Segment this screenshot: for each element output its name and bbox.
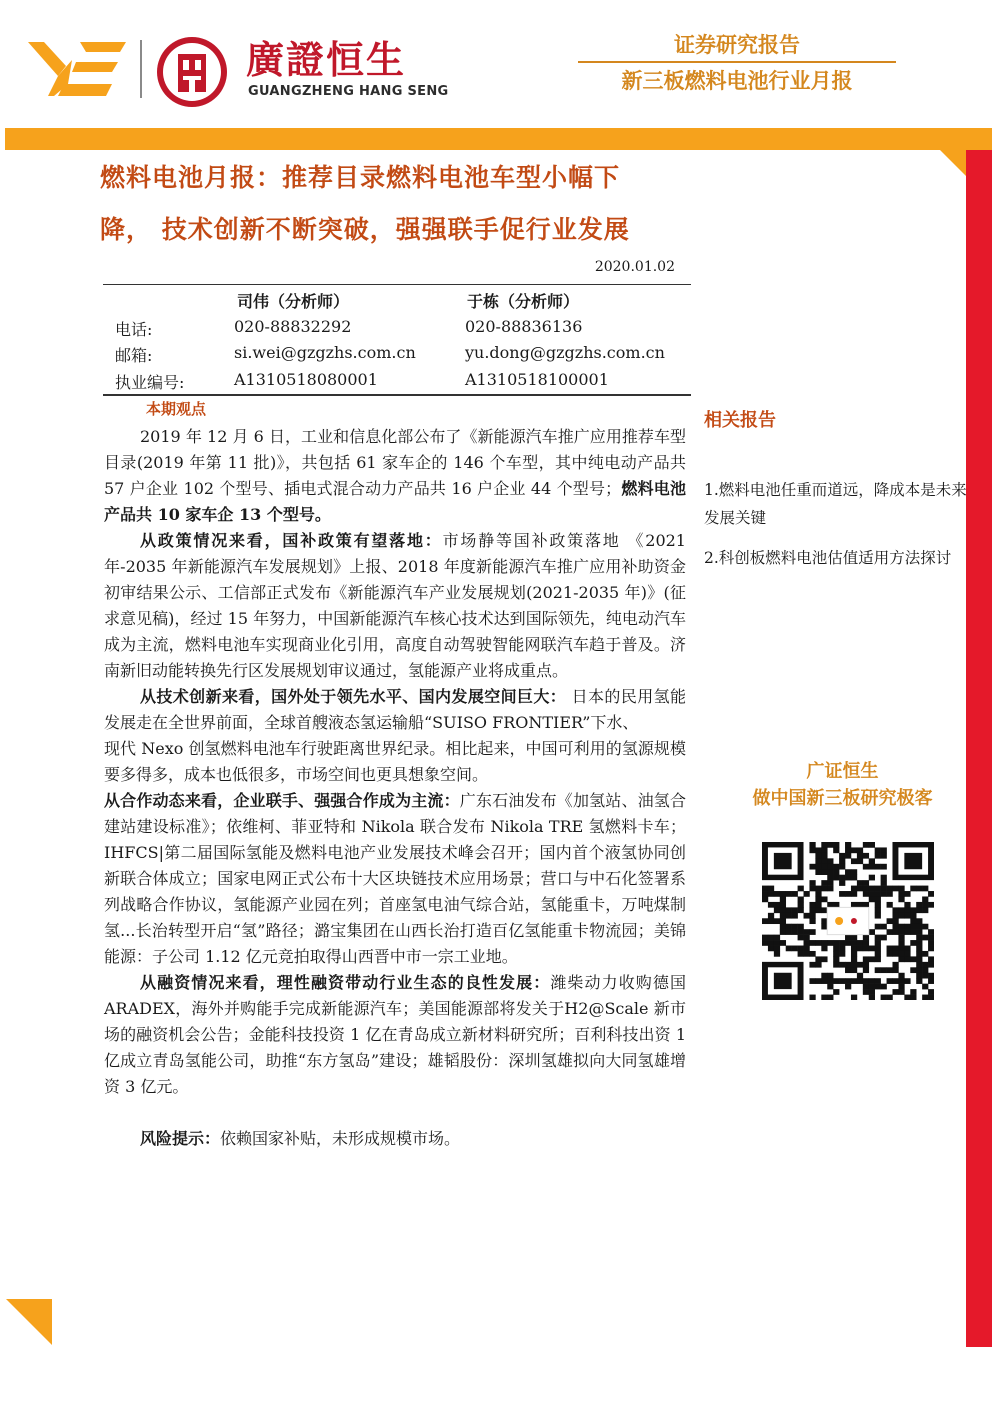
paragraph-coop — [104, 788, 686, 970]
qr-code-icon[interactable] — [762, 842, 934, 1000]
phone-2: 020-88836136 — [465, 317, 583, 336]
ye-logo-icon — [28, 38, 126, 98]
risk-heading: 风险提示： — [140, 1129, 221, 1148]
paragraph-tech — [104, 684, 686, 736]
row-label-phone: 电话: — [115, 320, 153, 339]
email-1[interactable]: si.wei@gzgzhs.com.cn — [234, 343, 416, 362]
phone-1: 020-88832292 — [234, 317, 352, 336]
band-corner-notch — [940, 150, 966, 176]
related-reports-title: 相关报告 — [704, 410, 776, 431]
tech-heading: 从技术创新来看，国外处于领先水平、国内发展空间巨大： — [140, 687, 567, 706]
finance-heading: 从融资情况来看，理性融资带动行业生态的良性发展： — [140, 973, 551, 992]
email-2[interactable]: yu.dong@gzgzhs.com.cn — [465, 343, 665, 362]
paragraph-finance — [104, 970, 686, 1100]
paragraph-catalog — [104, 424, 686, 528]
analyst-table — [103, 284, 691, 394]
catalog-text: 2019 年 12 月 6 日，工业和信息化部公布了《新能源汽车推广应用推荐车型目录(2019 年第 11 批)》，共包括 61 家车企的 146 个车型，其中纯电动产品共 57 户企业 102 个型号、插电式混合动力产品共 16 户企业 44 个型号； — [104, 427, 686, 498]
promo-block — [715, 758, 970, 812]
license-2: A1310518100001 — [465, 370, 609, 389]
paragraph-tech-cont: 现代 Nexo 创氢燃料电池车行驶距离世界纪录。相比起来，中国可利用的氢源规模要多得多，成本也低很多，市场空间也更具想象空间。 — [104, 739, 686, 784]
related-reports-list — [704, 476, 970, 584]
report-date: 2020.01.02 — [594, 259, 675, 275]
table-bottom-rule — [103, 394, 691, 396]
analyst-name-2: 于栋（分析师） — [467, 292, 580, 311]
title-line-1: 燃料电池月报：推荐目录燃料电池车型小幅下 — [100, 163, 621, 192]
risk-text: 依赖国家补贴，未形成规模市场。 — [220, 1129, 461, 1148]
row-label-license: 执业编号: — [115, 373, 185, 392]
brand-name-cn: 廣證恒生 — [246, 38, 407, 82]
row-label-email: 邮箱: — [115, 346, 153, 365]
orange-band — [5, 128, 992, 150]
red-side-bar — [966, 150, 992, 1347]
logo-divider — [140, 40, 142, 98]
header-rule — [578, 61, 896, 63]
license-1: A1310518080001 — [234, 370, 378, 389]
catalog-highlight: 燃料电池产品共 10 家车企 13 个型号。 — [104, 479, 686, 524]
report-title — [100, 152, 700, 256]
analyst-name-1: 司伟（分析师） — [237, 292, 350, 311]
policy-text: 市场静等国补政策落地 《2021 年-2035 年新能源汽车发展规划》上报、2018 年度新能源汽车推广应用补助资金初审结果公示、工信部正式发布《新能源汽车产业发展规划(2021-2035 年)》(征求意见稿)，经过 15 年努力，中国新能源汽车核心技术达到国际领先，纯电动汽车成为主流，燃料电池车实现商业化引用，高度自动驾驶智能网联汽车趋于普及。济南新旧动能转换先行区发展规划审议通过，氢能源产业将成重点。 — [104, 531, 686, 680]
coop-heading: 从合作动态来看，企业联手、强强合作成为主流： — [104, 791, 460, 810]
policy-heading: 从政策情况来看，国补政策有望落地： — [140, 531, 443, 550]
brand-name-en: GUANGZHENG HANG SENG — [248, 84, 449, 99]
section-label: 本期观点 — [146, 400, 207, 418]
report-series: 新三板燃料电池行业月报 — [621, 69, 853, 93]
tech-text: 日本的民用氢能发展走在全世界前面，全球首艘液态氢运输船“SUISO FRONTIER”下水、 — [104, 687, 686, 732]
report-type: 证券研究报告 — [674, 33, 800, 57]
coop-text: 广东石油发布《加氢站、油氢合建站建设标准》；依维柯、菲亚特和 Nikola 联合发布 Nikola TRE 氢燃料卡车；IHFCS|第二届国际氢能及燃料电池产业发展技术峰会召开；国内首个液氢协同创新联合体成立；国家电网正式公布十大区块链技术应用场景；营口与中石化签署系列战略合作协议，氢能源产业园在列；首座氢电油气综合站，氢能重卡，万吨煤制氢...长治转型开启“氢”路径；潞宝集团在山西长治打造百亿氢能重卡物流园；美锦能源：子公司 1.12 亿元竞拍取得山西晋中市一宗工业地。 — [104, 791, 686, 966]
seal-logo-icon — [156, 36, 228, 108]
report-body — [104, 424, 686, 1152]
corner-triangle-icon — [6, 1299, 52, 1345]
promo-line-2: 做中国新三板研究极客 — [752, 788, 933, 809]
related-report-item[interactable]: 1.燃料电池任重而道远，降成本是未来发展关键 — [704, 481, 967, 527]
title-line-2: 降， 技术创新不断突破，强强联手促行业发展 — [100, 215, 630, 244]
finance-text: 潍柴动力收购德国 ARADEX，海外并购能手完成新能源汽车；美国能源部将发关于H2@Scale 新市场的融资机会公告；金能科技投资 1 亿在青岛成立新材料研究所；百利科技出资 1 亿成立青岛氢能公司，助推“东方氢岛”建设；雄韬股份：深圳氢雄拟向大同氢雄增资 3 亿元。 — [104, 973, 686, 1096]
promo-line-1: 广证恒生 — [806, 761, 879, 782]
paragraph-risk — [104, 1126, 686, 1152]
paragraph-policy — [104, 528, 686, 684]
related-report-item[interactable]: 2.科创板燃料电池估值适用方法探讨 — [704, 549, 952, 567]
